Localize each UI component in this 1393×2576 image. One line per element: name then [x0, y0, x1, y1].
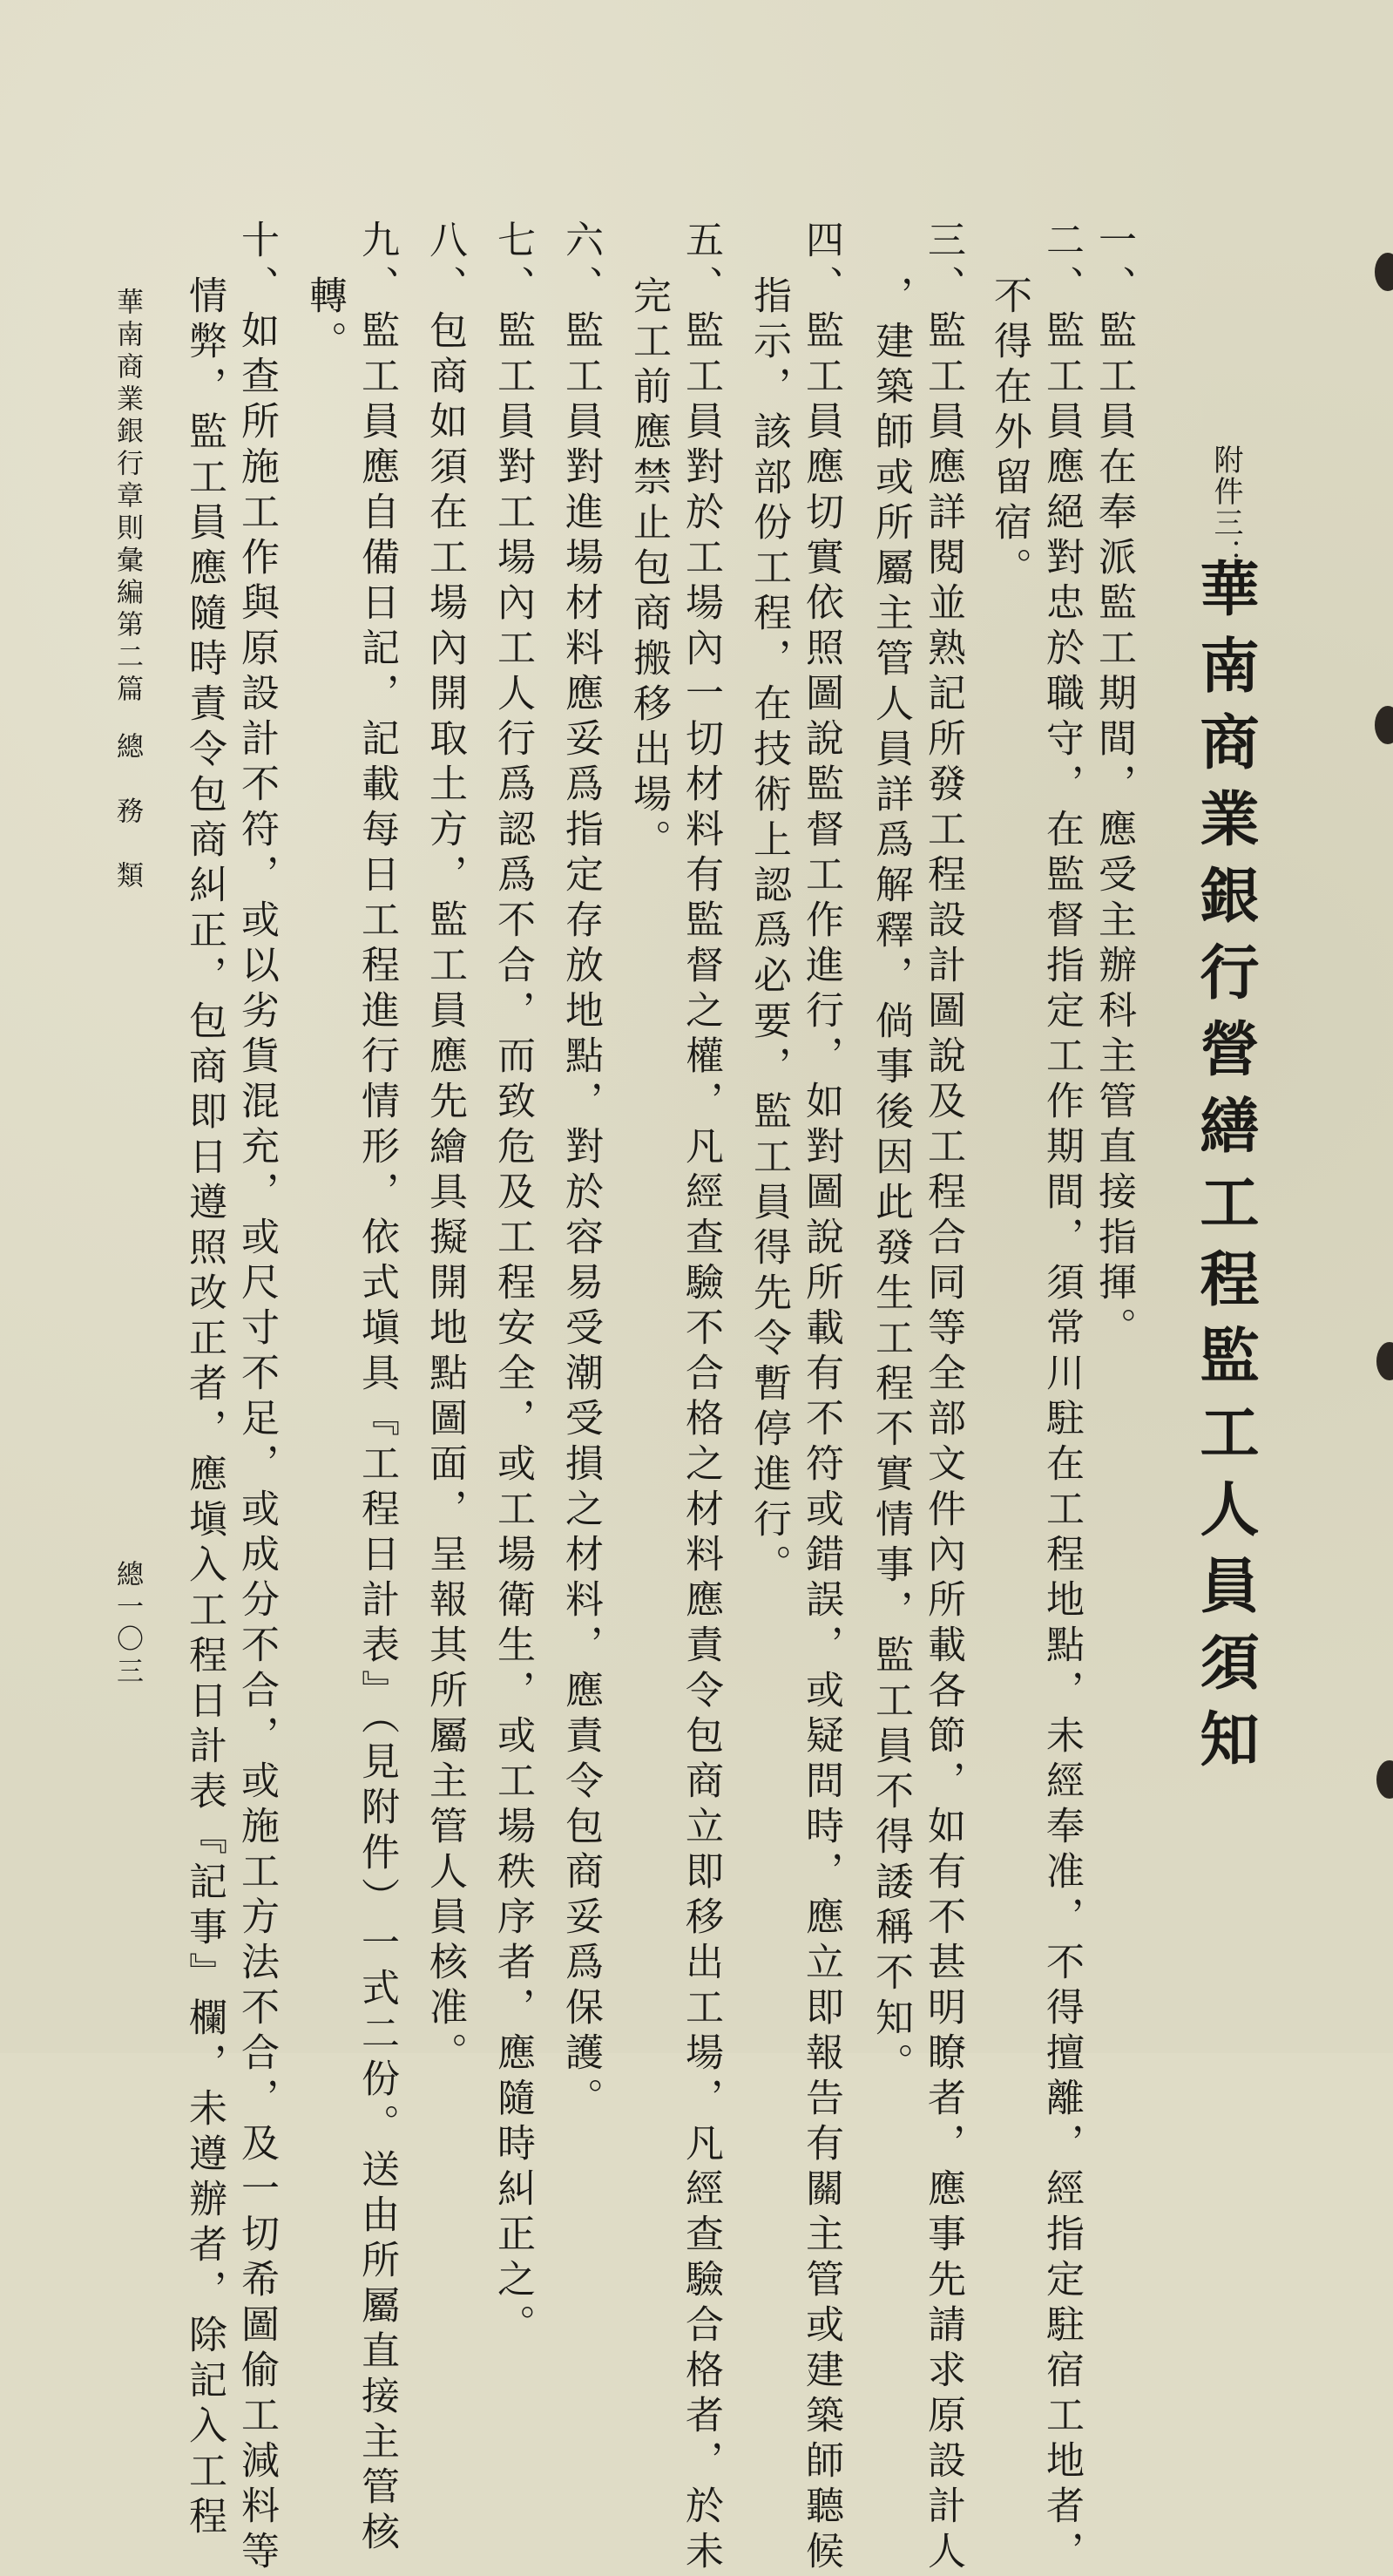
body-column: 一、監工員在奉派監工期間，應受主辦科主管直接指揮。 — [1092, 220, 1136, 1352]
body-column: 轉。 — [302, 275, 347, 366]
body-column: 三、監工員應詳閱並熟記所發工程設計圖說及工程合同等全部文件內所載各節，如有不甚明瞭者，應事先請求原設計人 — [921, 220, 965, 2576]
attachment-label: 附件三： — [1208, 444, 1243, 570]
section-label: 第二篇 — [112, 610, 143, 707]
body-column: 四、監工員應切實依照圖說監督工作進行，如對圖說所載有不符或錯誤，或疑問時，應立即報告有關主管或建築師聽候 — [799, 220, 843, 2576]
binding-hole — [1375, 253, 1393, 291]
book-title: 華南商業銀行章則彙編 — [112, 288, 143, 610]
body-column: 八、包商如須在工場內開取土方，監工員應先繪具擬開地點圖面，呈報其所屬主管人員核准。 — [423, 220, 467, 2078]
category-label: 總 務 類 — [112, 732, 143, 893]
binding-hole — [1375, 706, 1393, 744]
body-column: ，建築師或所屬主管人員詳爲解釋，倘事後因此發生工程不實情事，監工員不得諉稱不知。 — [869, 275, 913, 2088]
body-column: 十、如查所施工作與原設計不符，或以劣貨混充，或尺寸不足，或成分不合，或施工方法不合，及一切希圖偷工減料等 — [234, 220, 279, 2576]
body-column: 五、監工員對於工場內一切材料有監督之權，凡經查驗不合格之材料應責令包商立即移出工場，凡經查驗合格者，於未 — [679, 220, 723, 2576]
body-column: 九、監工員應自備日記，記載每日工程進行情形，依式塡具『工程日計表』（見附件）一式二份。送由所屬直接主管核 — [355, 220, 399, 2557]
body-column: 完工前應禁止包商搬移出場。 — [626, 275, 671, 864]
body-column: 七、監工員對工場內工人行爲認爲不合，而致危及工程安全，或工場衛生，或工場秩序者，應隨時糾正之。 — [490, 220, 535, 2349]
binding-hole — [1376, 1342, 1393, 1380]
body-column: 情弊，監工員應隨時責令包商糾正，包商即日遵照改正者，應塡入工程日計表『記事』欄，未遵辦者，除記入工程 — [182, 275, 227, 2541]
page-number: 總一〇三 — [112, 1560, 143, 1689]
body-column: 六、監工員對進場材料應妥爲指定存放地點，對於容易受潮受損之材料，應責令包商妥爲保護。 — [558, 220, 603, 2123]
body-column: 不得在外留宿。 — [987, 275, 1031, 593]
body-column: 指示，該部份工程，在技術上認爲必要，監工員得先令暫停進行。 — [747, 275, 791, 1590]
document-title: 華南商業銀行營繕工程監工人員須知 — [1190, 558, 1260, 1785]
binding-hole — [1376, 1760, 1393, 1799]
body-column: 二、監工員應絕對忠於職守，在監督指定工作期間，須常川駐在工程地點，未經奉准，不得擅離，經指定駐宿工地者， — [1039, 220, 1084, 2576]
